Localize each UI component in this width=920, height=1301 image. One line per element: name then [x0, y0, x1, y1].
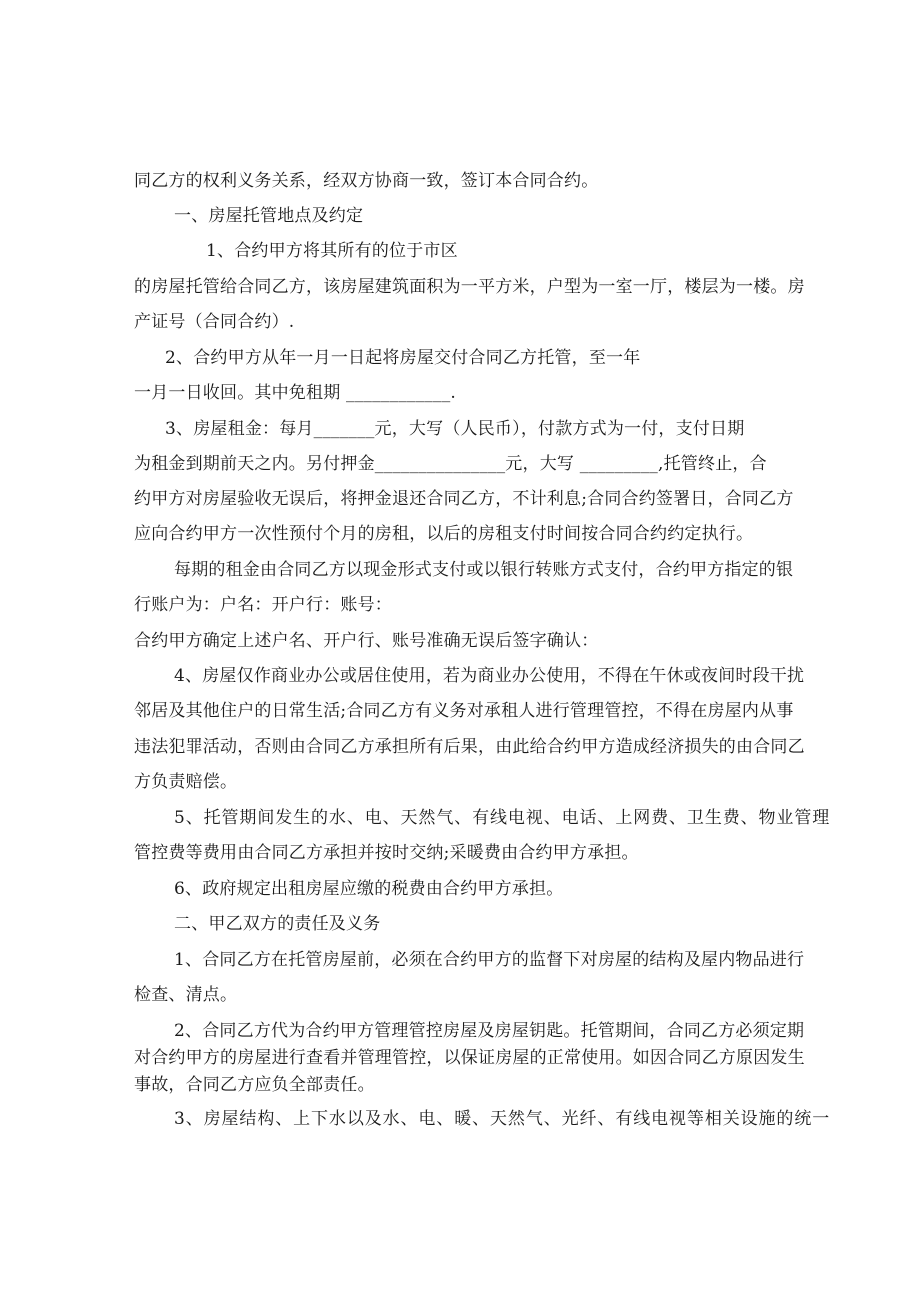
section-heading-1: 一、房屋托管地点及约定 [174, 206, 364, 226]
paragraph-line: 邻居及其他住户的日常生活;合同乙方有义务对承租人进行管理管控，不得在房屋内从事 [134, 701, 794, 721]
paragraph-line: 违法犯罪活动，否则由合同乙方承担所有后果，由此给合约甲方造成经济损失的由合同乙 [134, 737, 805, 757]
paragraph-line: 事故，合同乙方应负全部责任。 [134, 1075, 375, 1095]
paragraph-line: 方负责赔偿。 [134, 772, 238, 792]
paragraph-line: 每期的租金由合同乙方以现金形式支付或以银行转账方式支付，合约甲方指定的银 [174, 560, 794, 580]
paragraph-line: 应向合约甲方一次性预付个月的房租，以后的房租支付时间按合同合约约定执行。 [134, 524, 754, 544]
paragraph-line: 2、合同乙方代为合约甲方管理管控房屋及房屋钥匙。托管期间，合同乙方必须定期 [174, 1021, 805, 1041]
paragraph-line: 2、合约甲方从年一月一日起将房屋交付合同乙方托管，至一年 [165, 348, 641, 368]
paragraph-line: 1、合同乙方在托管房屋前，必须在合约甲方的监督下对房屋的结构及屋内物品进行 [174, 950, 805, 970]
paragraph-line: 6、政府规定出租房屋应缴的税费由合约甲方承担。 [174, 879, 564, 899]
paragraph-line: 一月一日收回。其中免租期 ____________. [134, 383, 457, 403]
paragraph-line: 5、托管期间发生的水、电、天然气、有线电视、电话、上网费、卫生费、物业管理 [174, 808, 831, 828]
paragraph-line: 管控费等费用由合同乙方承担并按时交纳;采暖费由合约甲方承担。 [134, 843, 639, 863]
paragraph-line: 合约甲方确定上述户名、开户行、账号准确无误后签字确认： [134, 631, 599, 651]
paragraph-line: 对合约甲方的房屋进行查看并管理管控，以保证房屋的正常使用。如因合同乙方原因发生 [134, 1048, 805, 1068]
paragraph-line: 约甲方对房屋验收无误后，将押金退还合同乙方，不计利息;合同合约签署日，合同乙方 [134, 489, 794, 509]
paragraph-line: 1、合约甲方将其所有的位于市区 [206, 241, 458, 261]
paragraph-line: 产证号（合同合约）. [134, 312, 295, 332]
paragraph-line: 3、房屋租金：每月_______元，大写（人民币），付款方式为一付，支付日期 [165, 419, 745, 439]
paragraph-line: 的房屋托管给合同乙方，该房屋建筑面积为一平方米，户型为一室一厅，楼层为一楼。房 [134, 277, 805, 297]
paragraph-line: 检查、清点。 [134, 985, 238, 1005]
paragraph-line: 行账户为：户名：开户行：账号： [134, 595, 392, 615]
paragraph-line: 4、房屋仅作商业办公或居住使用，若为商业办公使用，不得在午休或夜间时段干扰 [174, 666, 805, 686]
paragraph-line: 为租金到期前天之内。另付押金_______________元，大写 _________,托管终止，合 [134, 454, 767, 474]
paragraph-line: 同乙方的权利义务关系，经双方协商一致，签订本合同合约。 [134, 171, 599, 191]
paragraph-line: 3、房屋结构、上下水以及水、电、暖、天然气、光纤、有线电视等相关设施的统一 [174, 1109, 831, 1129]
section-heading-2: 二、甲乙双方的责任及义务 [174, 914, 381, 934]
